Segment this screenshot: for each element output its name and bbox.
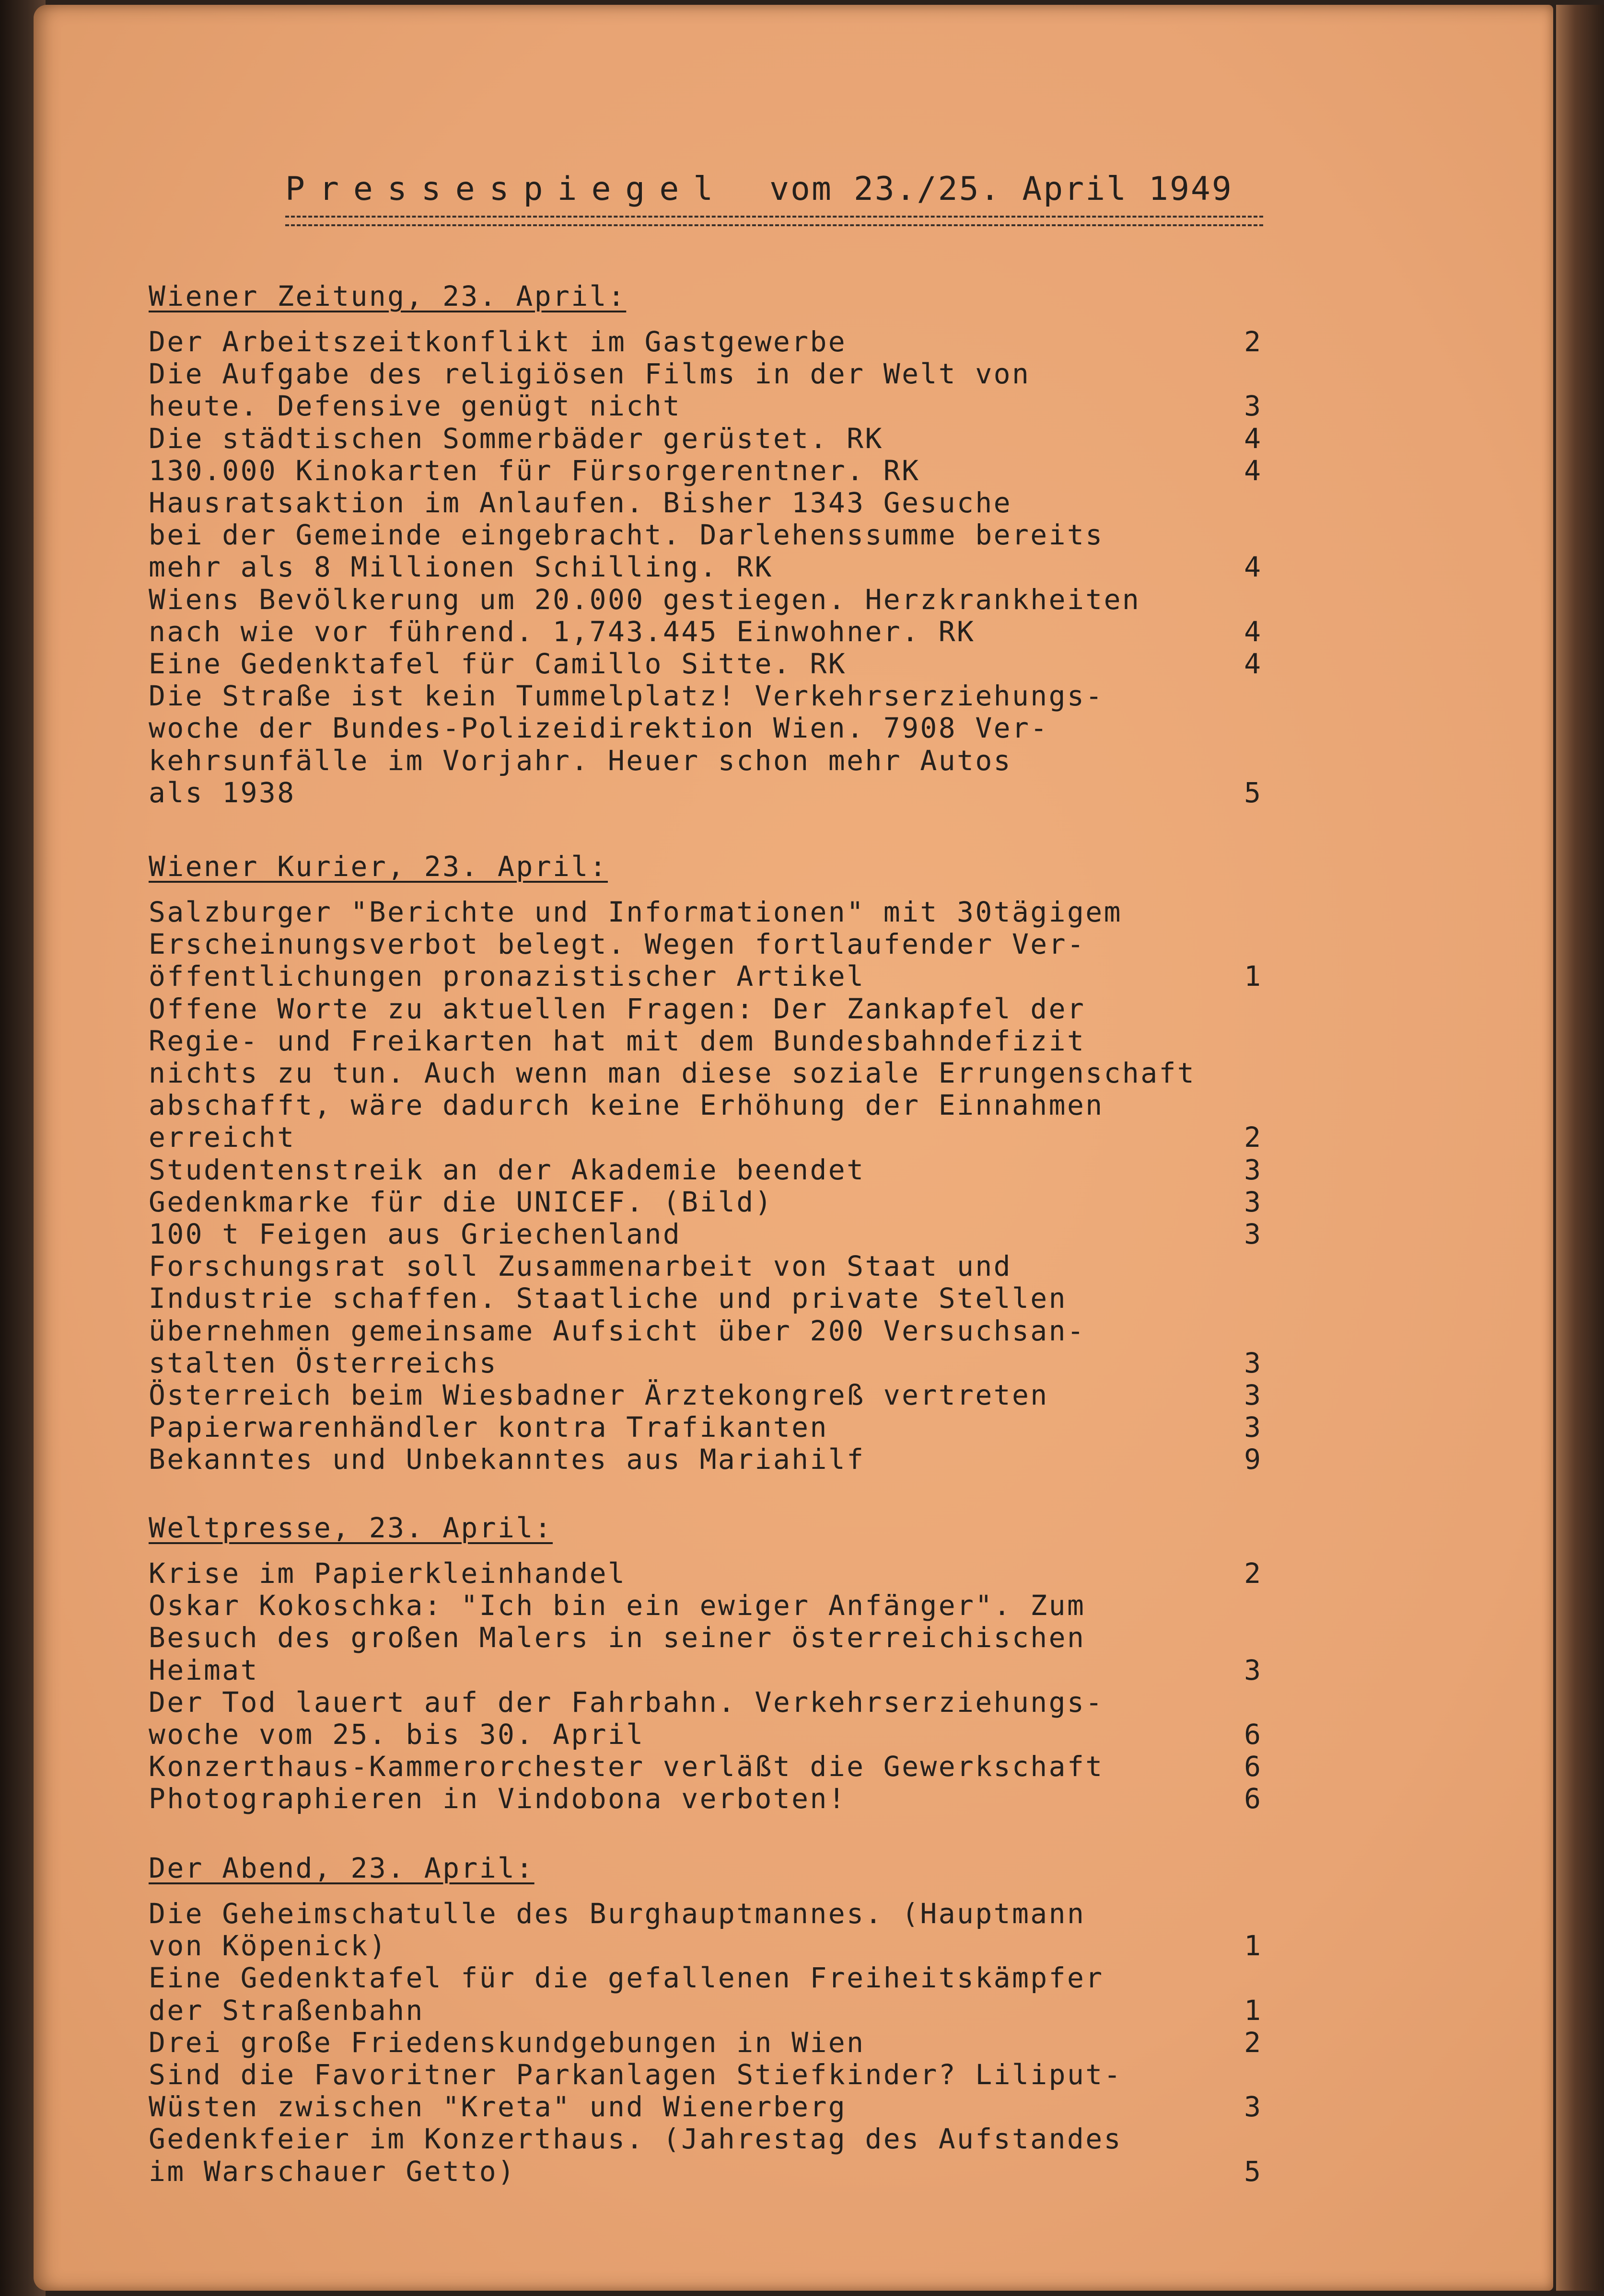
document-title xyxy=(285,170,1233,208)
page-number: 3 xyxy=(1244,1153,1261,1186)
article-title-line: Hausratsaktion im Anlaufen. Bisher 1343 Gesuche xyxy=(149,486,1012,519)
title-date: vom 23./25. April 1949 xyxy=(769,170,1233,208)
page-number: 4 xyxy=(1244,454,1261,487)
page-number: 5 xyxy=(1244,2155,1261,2188)
article-title-line: Die städtischen Sommerbäder gerüstet. RK xyxy=(149,422,883,455)
article-title-line: Industrie schaffen. Staatliche und private Stellen xyxy=(149,1282,1067,1315)
page-number: 3 xyxy=(1244,1346,1261,1379)
article-title-line: kehrsunfälle im Vorjahr. Heuer schon mehr Autos xyxy=(149,744,1012,777)
article-entry xyxy=(149,326,1261,358)
article-entry xyxy=(149,896,1261,993)
page-number: 1 xyxy=(1244,1994,1261,2027)
article-list xyxy=(149,326,1261,809)
section-heading: Wiener Kurier, 23. April: xyxy=(149,850,608,883)
article-title-line: woche vom 25. bis 30. April xyxy=(149,1718,645,1751)
article-entry xyxy=(149,2059,1261,2123)
article-title-line: 100 t Feigen aus Griechenland xyxy=(149,1218,682,1251)
title-underline xyxy=(285,216,1263,226)
article-title-line: Eine Gedenktafel für die gefallenen Freiheitskämpfer xyxy=(149,1961,1104,1995)
article-title-line: Eine Gedenktafel für Camillo Sitte. RK xyxy=(149,647,847,681)
section-heading: Der Abend, 23. April: xyxy=(149,1852,535,1884)
article-title-line: Der Arbeitszeitkonflikt im Gastgewerbe xyxy=(149,325,847,358)
article-title-line: nach wie vor führend. 1,743.445 Einwohner. RK xyxy=(149,615,976,648)
article-title-line: Der Tod lauert auf der Fahrbahn. Verkehrserziehungs- xyxy=(149,1685,1104,1719)
page-number: 3 xyxy=(1244,2090,1261,2123)
article-title-line: Konzerthaus-Kammerorchester verläßt die Gewerkschaft xyxy=(149,1750,1104,1783)
page-number: 5 xyxy=(1244,776,1261,809)
page-number: 4 xyxy=(1244,551,1261,584)
article-title-line: abschafft, wäre dadurch keine Erhöhung der Einnahmen xyxy=(149,1089,1104,1122)
article-title-line: Oskar Kokoschka: "Ich bin ein ewiger Anfänger". Zum xyxy=(149,1589,1086,1622)
page-number: 4 xyxy=(1244,422,1261,455)
page-number: 2 xyxy=(1244,325,1261,358)
article-title-line: Österreich beim Wiesbadner Ärztekongreß vertreten xyxy=(149,1379,1049,1412)
article-title-line: Die Geheimschatulle des Burghauptmannes. (Hauptmann xyxy=(149,1897,1086,1930)
page-number: 6 xyxy=(1244,1718,1261,1751)
article-title-line: Forschungsrat soll Zusammenarbeit von Staat und xyxy=(149,1250,1012,1283)
article-title-line: Drei große Friedenskundgebungen in Wien xyxy=(149,2026,865,2059)
article-title-line: der Straßenbahn xyxy=(149,1994,424,2027)
article-title-line: Gedenkmarke für die UNICEF. (Bild) xyxy=(149,1185,773,1218)
article-entry xyxy=(149,993,1261,1154)
article-title-line: Photographieren in Vindobona verboten! xyxy=(149,1782,847,1815)
page-number: 2 xyxy=(1244,1121,1261,1154)
article-title-line: Papierwarenhändler kontra Trafikanten xyxy=(149,1411,828,1444)
article-entry xyxy=(149,1751,1261,1783)
article-title-line: im Warschauer Getto) xyxy=(149,2155,516,2188)
article-title-line: Wiens Bevölkerung um 20.000 gestiegen. Herzkrankheiten xyxy=(149,583,1141,616)
article-title-line: Wüsten zwischen "Kreta" und Wienerberg xyxy=(149,2090,847,2123)
article-title-line: Die Straße ist kein Tummelplatz! Verkehrserziehungs- xyxy=(149,680,1104,713)
article-list xyxy=(149,896,1261,1476)
article-title-line: von Köpenick) xyxy=(149,1929,388,1962)
article-title-line: Bekanntes und Unbekanntes aus Mariahilf xyxy=(149,1443,865,1476)
title-spaced: Pressespiegel xyxy=(285,170,728,208)
article-entry xyxy=(149,680,1261,809)
article-entry xyxy=(149,1186,1261,1218)
article-entry xyxy=(149,455,1261,487)
newspaper-section xyxy=(149,1512,1261,1815)
page-number: 3 xyxy=(1244,390,1261,423)
page-number: 3 xyxy=(1244,1218,1261,1251)
page-number: 3 xyxy=(1244,1379,1261,1412)
article-title-line: Krise im Papierkleinhandel xyxy=(149,1557,627,1590)
page-number: 9 xyxy=(1244,1443,1261,1476)
page-number: 2 xyxy=(1244,2026,1261,2059)
page-number: 6 xyxy=(1244,1782,1261,1815)
article-entry xyxy=(149,358,1261,422)
article-entry xyxy=(149,1686,1261,1751)
article-title-line: bei der Gemeinde eingebracht. Darlehenssumme bereits xyxy=(149,519,1104,552)
article-entry xyxy=(149,2123,1261,2187)
article-entry xyxy=(149,1443,1261,1476)
article-title-line: übernehmen gemeinsame Aufsicht über 200 Versuchsan- xyxy=(149,1314,1086,1347)
article-entry xyxy=(149,1898,1261,1962)
article-title-line: Salzburger "Berichte und Informationen" mit 30tägigem xyxy=(149,896,1122,928)
article-entry xyxy=(149,584,1261,648)
article-title-line: Erscheinungsverbot belegt. Wegen fortlaufender Ver- xyxy=(149,928,1086,961)
article-entry xyxy=(149,1379,1261,1411)
page-number: 4 xyxy=(1244,615,1261,648)
article-entry xyxy=(149,1250,1261,1379)
article-title-line: 130.000 Kinokarten für Fürsorgerentner. RK xyxy=(149,454,920,487)
article-title-line: als 1938 xyxy=(149,776,296,809)
article-title-line: Offene Worte zu aktuellen Fragen: Der Zankapfel der xyxy=(149,992,1086,1025)
article-list xyxy=(149,1558,1261,1815)
article-title-line: mehr als 8 Millionen Schilling. RK xyxy=(149,551,773,584)
page-number: 6 xyxy=(1244,1750,1261,1783)
newspaper-section xyxy=(149,851,1261,1476)
page-number: 3 xyxy=(1244,1185,1261,1218)
page-edge xyxy=(1556,5,1604,2291)
article-title-line: Heimat xyxy=(149,1653,259,1686)
article-entry xyxy=(149,487,1261,584)
newspaper-section xyxy=(149,280,1261,809)
page-number: 3 xyxy=(1244,1411,1261,1444)
page-number: 2 xyxy=(1244,1557,1261,1590)
article-entry xyxy=(149,1590,1261,1686)
article-title-line: öffentlichungen pronazistischer Artikel xyxy=(149,960,865,993)
newspaper-section xyxy=(149,1852,1261,2188)
article-entry xyxy=(149,648,1261,680)
section-heading: Wiener Zeitung, 23. April: xyxy=(149,280,627,312)
article-entry xyxy=(149,1411,1261,1443)
article-title-line: nichts zu tun. Auch wenn man diese soziale Errungenschaft xyxy=(149,1057,1196,1090)
article-entry xyxy=(149,1783,1261,1815)
article-entry xyxy=(149,1558,1261,1590)
page-number: 3 xyxy=(1244,1653,1261,1686)
article-title-line: Besuch des großen Malers in seiner österreichischen xyxy=(149,1621,1086,1654)
page-number: 1 xyxy=(1244,1929,1261,1962)
article-entry xyxy=(149,1218,1261,1250)
page-number: 1 xyxy=(1244,960,1261,993)
article-entry xyxy=(149,1962,1261,2026)
article-title-line: Die Aufgabe des religiösen Films in der Welt von xyxy=(149,358,1031,391)
article-title-line: Regie- und Freikarten hat mit dem Bundesbahndefizit xyxy=(149,1024,1086,1057)
article-entry xyxy=(149,1154,1261,1186)
article-entry xyxy=(149,2027,1261,2059)
article-title-line: heute. Defensive genügt nicht xyxy=(149,390,682,423)
article-title-line: Studentenstreik an der Akademie beendet xyxy=(149,1153,865,1186)
article-title-line: Sind die Favoritner Parkanlagen Stiefkinder? Liliput- xyxy=(149,2058,1122,2091)
section-heading: Weltpresse, 23. April: xyxy=(149,1511,553,1544)
article-title-line: Gedenkfeier im Konzerthaus. (Jahrestag des Aufstandes xyxy=(149,2123,1122,2156)
article-list xyxy=(149,1898,1261,2188)
article-title-line: stalten Österreichs xyxy=(149,1346,498,1379)
article-title-line: erreicht xyxy=(149,1121,296,1154)
article-title-line: woche der Bundes-Polizeidirektion Wien. 7908 Ver- xyxy=(149,712,1049,745)
article-entry xyxy=(149,423,1261,455)
page-number: 4 xyxy=(1244,647,1261,681)
